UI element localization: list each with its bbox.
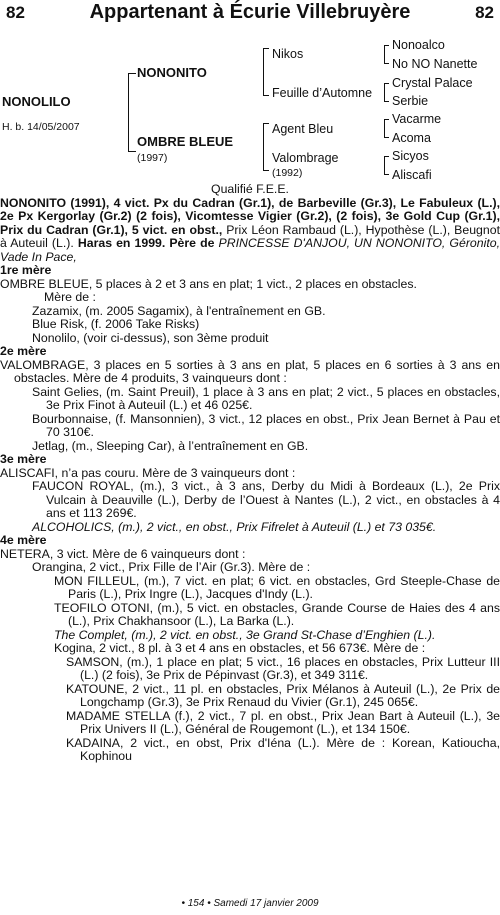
bracket-line [384, 137, 389, 138]
great-grandparent: Nonoalco [392, 38, 445, 52]
bracket-line [384, 63, 389, 64]
produce-item: FAUCON ROYAL, (m.), 3 vict., à 3 ans, Derby du Midi à Bordeaux (L.), 2e Prix Vulcain à Deauville (L.), Derby de l’Ouest à Nantes (L.), 2 vict., en obstacles à 4 ans et 113 269€. [32, 479, 500, 520]
bracket-line [128, 73, 136, 74]
sire-record [0, 197, 500, 265]
produce-item: The Complet, (m.), 2 vict. en obst., 3e Grand St-Chase d’Enghien (L.). [54, 627, 436, 642]
page-title: Appartenant à Écurie Villebruyère [89, 1, 411, 23]
fourth-dam-record: NETERA, 3 vict. Mère de 6 vainqueurs dont : [0, 546, 246, 561]
bracket-line [384, 101, 389, 102]
bracket-line [263, 123, 269, 124]
great-grandparent: Sicyos [392, 149, 429, 163]
bracket-line [384, 119, 385, 138]
dam-name: OMBRE BLEUE [137, 134, 234, 149]
bracket-line [384, 45, 385, 64]
bracket-line [384, 83, 389, 84]
produce-item: MON FILLEUL, (m.), 7 vict. en plat; 6 vict. en obstacles, Grd Steeple-Chase de Paris (L.), Prix Ingre (L.), Jacques d'Indy (L.). [54, 573, 500, 601]
page-number-left: 82 [6, 3, 25, 22]
page-footer: • 154 • Samedi 17 janvier 2009 [181, 898, 319, 909]
sire-record-rest: Prix Léon Rambaud (L.), Hypothèse (L.), Beugnot à Auteuil (L.). [0, 222, 500, 250]
bracket-line [263, 95, 269, 96]
page-number-right: 82 [475, 3, 494, 22]
great-grandparent: Acoma [392, 131, 431, 145]
bracket-line [263, 48, 264, 96]
bracket-line [128, 73, 129, 152]
section-4e-mere: 4e mère [0, 533, 47, 547]
mere-de-label: Mère de : [44, 290, 96, 304]
sire-name: NONONITO [137, 65, 207, 80]
produce-item: ALCOHOLICS, (m.), 2 vict., en obst., Prix Fifrelet à Auteuil (L.) et 73 035€. [32, 519, 437, 534]
section-3e-mere: 3e mère [0, 452, 47, 466]
pedigree-notes [0, 183, 500, 764]
bracket-line [263, 170, 269, 171]
horse-info: H. b. 14/05/2007 [2, 121, 80, 133]
granddam-paternal: Feuille d’Automne [272, 86, 373, 100]
grandsire-paternal: Nikos [272, 47, 304, 61]
produce-item: Bourbonnaise, (f. Mansonnien), 3 vict., 12 places en obst., Prix Jean Bernet à Pau et 70 310€. [32, 411, 500, 439]
great-grandparent: Aliscafi [392, 168, 432, 182]
produce-item: Nonolilo, (voir ci-dessus), son 3ème produit [32, 330, 269, 345]
produce-item: Jetlag, (m., Sleeping Car), à l’entraînement en GB. [32, 438, 309, 453]
produce-item: Blue Risk, (f. 2006 Take Risks) [32, 317, 200, 331]
sire-progeny: PRINCESSE D'ANJOU, UN NONONITO, Géronito, Vade In Pace, [0, 236, 500, 264]
granddam-year: (1992) [272, 167, 303, 179]
great-grandparent: No NO Nanette [392, 57, 478, 71]
granddam-maternal: Valombrage [272, 151, 339, 165]
section-2e-mere: 2e mère [0, 344, 47, 358]
produce-item: Zazamix, (m. 2005 Sagamix), à l'entraînement en GB. [32, 303, 326, 318]
bracket-line [384, 156, 385, 175]
bracket-line [384, 45, 389, 46]
dam-year: (1997) [137, 152, 168, 164]
orangina-record: Orangina, 2 vict., Prix Fille de l’Air (Gr.3). Mère de : [32, 560, 311, 574]
produce-item: SAMSON, (m.), 1 place en plat; 5 vict., 16 places en obstacles, Prix Lutteur III (L.) (2 fois), 3e Prix de Pépinvast (Gr.3), et 349 311€. [66, 654, 500, 682]
produce-item: KADAINA, 2 vict., en obst, Prix d'Iéna (L.). Mère de : Korean, Katioucha, Kophinou [66, 735, 500, 763]
bracket-line [384, 174, 389, 175]
qualification: Qualifié F.E.E. [211, 182, 289, 196]
produce-item: Saint Gelies, (m. Saint Preuil), 1 place à 3 ans en plat; 2 vict., 5 places en obstacles, 3e Prix Finot à Auteuil (L.) et 46 025€. [32, 384, 500, 412]
bracket-line [263, 123, 264, 171]
section-1re-mere: 1re mère [0, 263, 52, 277]
bracket-line [384, 83, 385, 102]
horse-name: NONOLILO [2, 94, 71, 109]
great-grandparent: Vacarme [392, 112, 442, 126]
bracket-line [384, 156, 389, 157]
grandsire-maternal: Agent Bleu [272, 122, 334, 136]
produce-item: TEOFILO OTONI, (m.), 5 vict. en obstacles, Grande Course de Haies des 4 ans (L.), Prix Chakhansoor (L.), La Barka (L.). [54, 600, 500, 628]
dam-record: OMBRE BLEUE, 5 places à 2 et 3 ans en plat; 1 vict., 2 places en obstacles. [0, 276, 417, 291]
bracket-line [384, 119, 389, 120]
bracket-line [263, 48, 269, 49]
sire-haras: Haras en 1999. Père de [77, 236, 215, 250]
produce-item: KATOUNE, 2 vict., 11 pl. en obstacles, Prix Mélanos à Auteuil (L.), 2e Prix de Longchamp (Gr.3), 3e Prix Renaud du Vivier (Gr.1), 245 065€. [66, 681, 500, 709]
great-grandparent: Serbie [392, 94, 429, 108]
bracket-line [128, 151, 136, 152]
produce-item: Kogina, 2 vict., 8 pl. à 3 et 4 ans en obstacles, et 56 673€. Mère de : [54, 641, 426, 655]
third-dam-record: ALISCAFI, n’a pas couru. Mère de 3 vainqueurs dont : [0, 465, 296, 480]
granddam-record: VALOMBRAGE, 3 places en 5 sorties à 3 ans en plat, 5 places en 6 sorties à 3 ans en obstacles. Mère de 4 produits, 3 vainqueurs dont : [0, 357, 500, 385]
sire-record-bold: NONONITO (1991), 4 vict. Px du Cadran (Gr.1), de Barbeville (Gr.3), Le Fabuleux (L.), 2e Px Kergorlay (Gr.2) (2 fois), Vicomtesse Vigier (Gr.2), (2 fois), 3e Gold Cup (Gr.1), Prix du Cadran (Gr.1), 5 vict. en obst., [0, 195, 500, 237]
produce-item: MADAME STELLA (f.), 2 vict., 7 pl. en obst., Prix Jean Bart à Auteuil (L.), 3e Prix Univers II (L.), Général de Rougemont (L.), et 134 150€. [66, 708, 500, 736]
great-grandparent: Crystal Palace [392, 76, 473, 90]
